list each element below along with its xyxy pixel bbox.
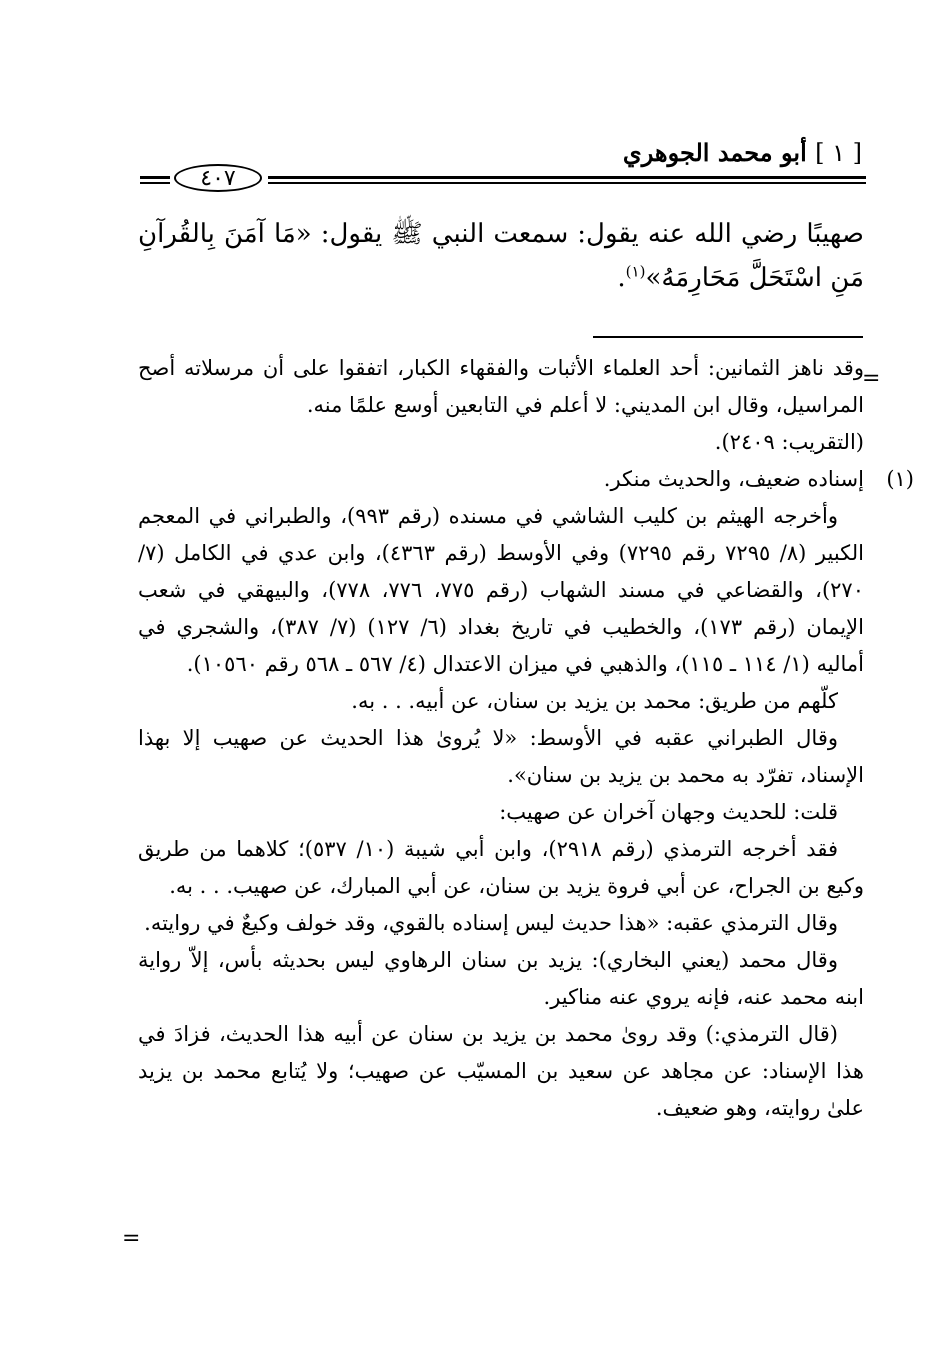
header-rule [138,162,866,194]
volume-marker: [ ١ ] [815,139,862,167]
footnote-paragraph: قلت: للحديث وجهان آخران عن صهيب: [499,800,838,824]
footnotes [138,350,914,1127]
footnote-paragraph: وقال محمد (يعني البخاري): يزيد بن سنان الرهاوي ليس بحديثه بأس، إلاّ رواية ابنه محمد عنه، فإنه يروي عنه مناكير. [138,948,864,1009]
footnote-separator [593,336,863,338]
main-paragraph-text: صهيبًا رضي الله عنه يقول: سمعت النبي ﷺ يقول: «مَا آمَنَ بِالقُرآنِ مَنِ اسْتَحَلَّ مَحَارِمَهُ» [138,219,864,293]
footnote-paragraph: فقد أخرجه الترمذي (رقم ٢٩١٨)، وابن أبي شيبة (١٠/ ٥٣٧)؛ كلاهما من طريق وكيع بن الجراح، عن أبي فروة يزيد بن سنان، عن أبي المبارك، عن صهيب. . . به. [138,837,864,898]
footnote-paragraph: (قال الترمذي:) وقد روىٰ محمد بن يزيد بن سنان عن أبيه هذا الحديث، فزادَ في هذا الإسناد: عن مجاهد عن سعيد بن المسيّب عن صهيب؛ ولا يُتابع محمد بن يزيد علىٰ روايته، وهو ضعيف. [138,1022,864,1120]
footnote-paragraph: وقال الترمذي عقبه: «هذا حديث ليس إسناده بالقوي، وقد خولف وكيعٌ في روايته. [144,911,838,935]
footnote-paragraph: وأخرجه الهيثم بن كليب الشاشي في مسنده (رقم ٩٩٣)، والطبراني في المعجم الكبير (٨/ ٧٢٩٥ رقم ٧٢٩٥) وفي الأوسط (رقم ٤٣٦٣)، وابن عدي في الكامل (٧/ ٢٧٠)، والقضاعي في مسند الشهاب (رقم ٧٧٥، ٧٧٦، ٧٧٨)، والبيهقي في شعب الإيمان (رقم ١٧٣)، والخطيب في تاريخ بغداد (٦/ ١٢٧) (٧/ ٣٨٧)، والشجري في أماليه (١/ ١١٤ ـ ١١٥)، والذهبي في ميزان الاعتدال (٤/ ٥٦٧ ـ ٥٦٨ رقم ١٠٥٦٠). [138,504,864,676]
main-text [138,212,864,300]
footnote-1 [138,461,914,498]
page-number: ٤٠٧ [174,164,262,192]
footnote-reference: (١) [625,262,646,281]
footnote-number: (١) [886,467,914,491]
continuation-mark-bottom: = [122,1226,141,1251]
main-paragraph: صهيبًا رضي الله عنه يقول: سمعت النبي ﷺ يقول: «مَا آمَنَ بِالقُرآنِ مَنِ اسْتَحَلَّ مَحَارِمَهُ»$^{(١)}$. [138,219,864,293]
author-name: أبو محمد الجوهري [622,138,807,167]
continuation-mark-top: = [862,366,881,391]
footnote-continued-ref: (التقريب: ٢٤٠٩). [714,430,864,454]
footnote-paragraph: كلّهم من طريق: محمد بن يزيد بن سنان، عن أبيه. . . به. [351,689,838,713]
footnote-1-first-line: إسناده ضعيف، والحديث منكر. [603,467,864,491]
footnote-paragraph: وقال الطبراني عقبه في الأوسط: «لا يُروىٰ هذا الحديث عن صهيب إلا بهذا الإسناد، تفرّد به محمد بن يزيد بن سنان». [138,726,864,787]
footnote-continued: وقد ناهز الثمانين: أحد العلماء الأثبات والفقهاء الكبار، اتفقوا على أن مرسلاته أصح المراسيل، وقال ابن المديني: لا أعلم في التابعين أوسع علمًا منه. [138,356,864,417]
